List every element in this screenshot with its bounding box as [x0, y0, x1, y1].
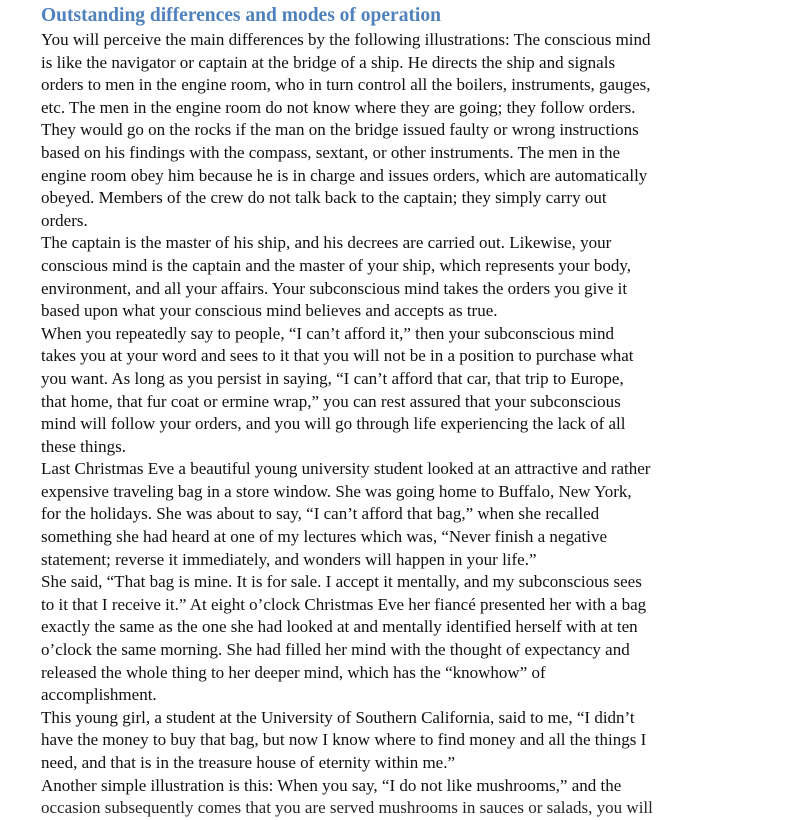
text-line: exactly the same as the one she had looked at and mentally identified herself with at ten	[41, 617, 638, 637]
text-line: released the whole thing to her deeper mind, which has the “knowhow” of	[41, 662, 546, 682]
text-line: based on his findings with the compass, sextant, or other instruments. The men in the	[41, 142, 621, 162]
text-line: environment, and all your affairs. Your subconscious mind takes the orders you give it	[41, 278, 628, 298]
text-line: mind will follow your orders, and you will go through life experiencing the lack of all	[41, 414, 626, 434]
text-line: You will perceive the main differences by the following illustrations: The conscious mind	[41, 30, 651, 49]
text-line: based upon what your conscious mind believes and accepts as true.	[41, 301, 498, 321]
text-line: They would go on the rocks if the man on the bridge issued faulty or wrong instructions	[41, 120, 639, 140]
text-line: need, and that is in the treasure house of eternity within me.”	[41, 753, 456, 772]
text-line: for the holidays. She was about to say, “I can’t afford that bag,” when she recalled	[41, 504, 600, 524]
text-line: etc. The men in the engine room do not know where they are going; they follow orders.	[41, 97, 636, 117]
text-line: obeyed. Members of the crew do not talk back to the captain; they simply carry out	[41, 188, 607, 208]
text-line: o’clock the same morning. She had filled her mind with the thought of expectancy and	[41, 640, 630, 660]
document-body	[41, 29, 786, 820]
text-line: The captain is the master of his ship, and his decrees are carried out. Likewise, your	[41, 233, 612, 253]
text-line: Another simple illustration is this: When you say, “I do not like mushrooms,” and the	[41, 775, 622, 795]
text-line: that home, that fur coat or ermine wrap,” you can rest assured that your subconscious	[41, 391, 621, 411]
text-line: is like the navigator or captain at the bridge of a ship. He directs the ship and signals	[41, 52, 616, 72]
text-line: have the money to buy that bag, but now I know where to find money and all the things I	[41, 730, 647, 750]
text-line: takes you at your word and sees to it that you will not be in a position to purchase what	[41, 346, 634, 366]
text-line: you want. As long as you persist in saying, “I can’t afford that car, that trip to Europe,	[41, 368, 624, 388]
text-line: engine room obey him because he is in charge and issues orders, which are automatically	[41, 165, 648, 185]
text-line: these things.	[41, 436, 126, 456]
text-line-cut-off: occasion subsequently comes that you are served mushrooms in sauces or salads, you will	[41, 798, 653, 818]
text-line: statement; reverse it immediately, and wonders will happen in your life.”	[41, 549, 537, 569]
text-line: She said, “That bag is mine. It is for sale. I accept it mentally, and my subconscious sees	[41, 572, 642, 592]
section-heading: Outstanding differences and modes of operation	[41, 5, 441, 26]
text-line: orders to men in the engine room, who in turn control all the boilers, instruments, gauges,	[41, 75, 651, 95]
text-line: conscious mind is the captain and the master of your ship, which represents your body,	[41, 255, 631, 275]
text-line: expensive traveling bag in a store window. She was going home to Buffalo, New York,	[41, 481, 632, 501]
text-line: to it that I receive it.” At eight o’clock Christmas Eve her fiancé presented her with a bag	[41, 594, 647, 614]
text-line: accomplishment.	[41, 685, 157, 705]
text-line: Last Christmas Eve a beautiful young university student looked at an attractive and rather	[41, 459, 651, 479]
text-line: orders.	[41, 210, 88, 230]
text-line: something she had heard at one of my lectures which was, “Never finish a negative	[41, 527, 608, 547]
text-line: This young girl, a student at the University of Southern California, said to me, “I didn’t	[41, 707, 635, 727]
text-line: When you repeatedly say to people, “I can’t afford it,” then your subconscious mind	[41, 323, 614, 343]
